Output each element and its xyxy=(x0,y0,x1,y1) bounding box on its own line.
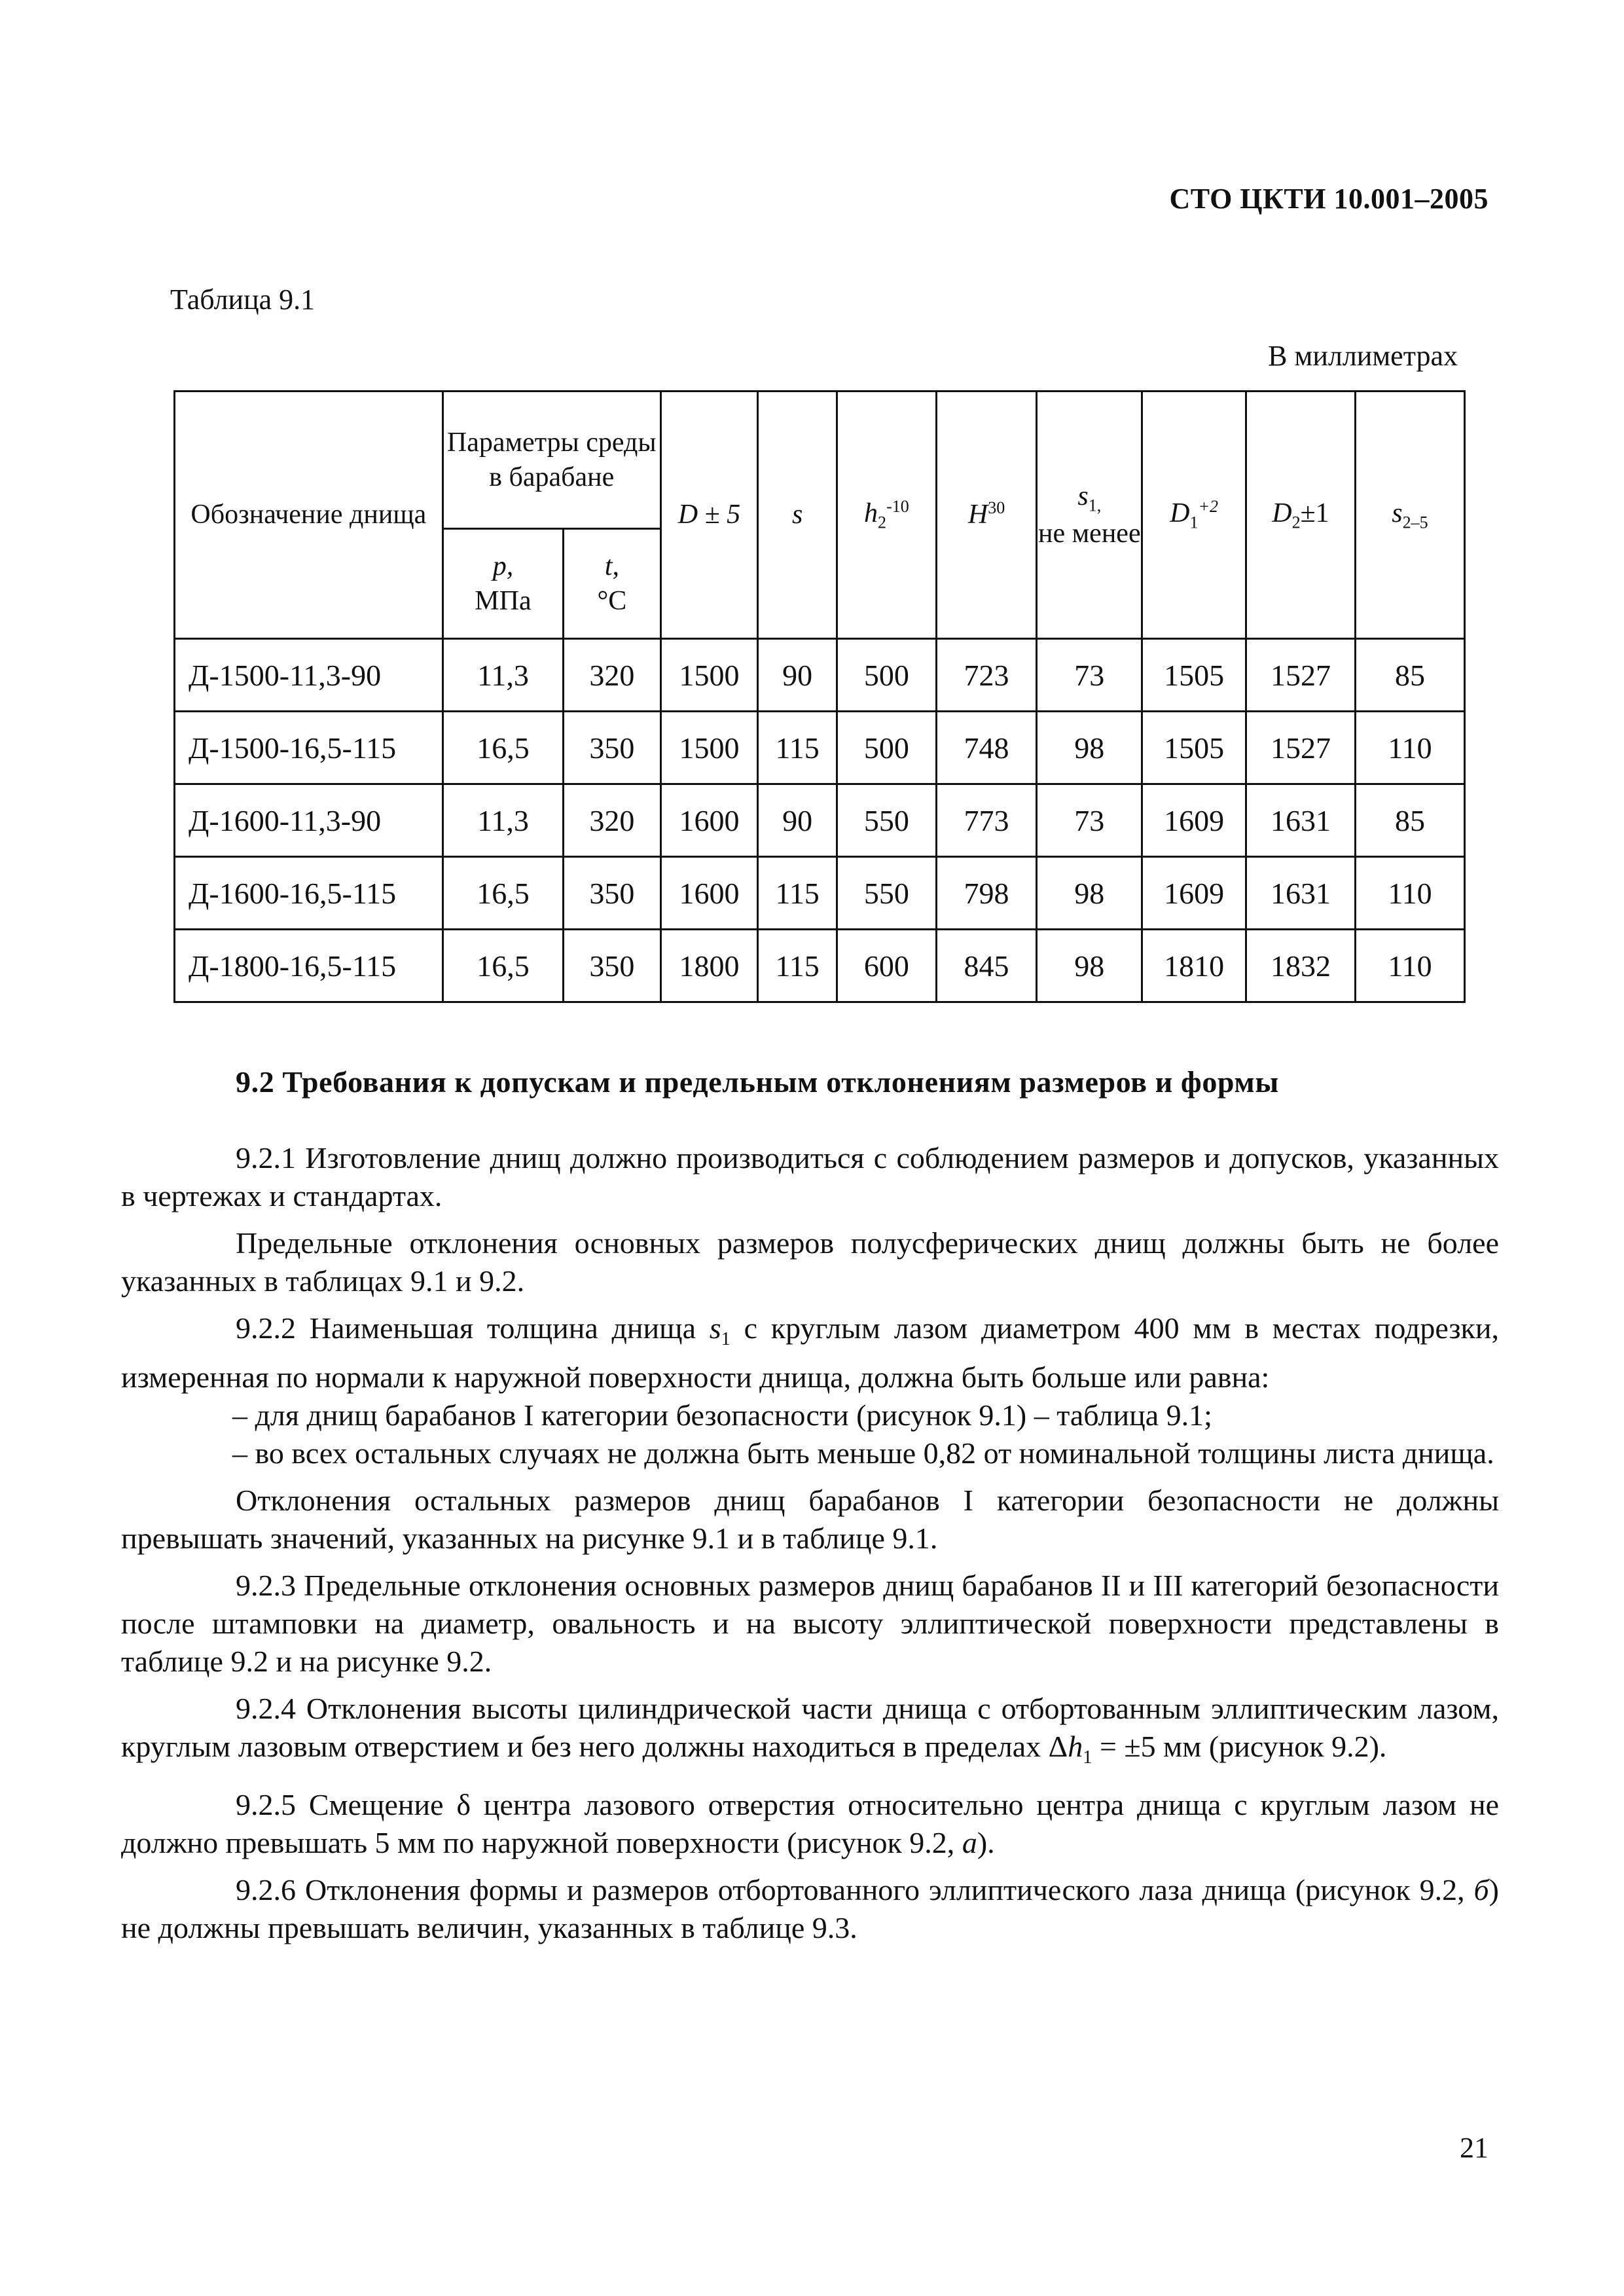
header-designation: Обозначение днища xyxy=(175,392,443,639)
cell: 16,5 xyxy=(442,930,563,1002)
cell: 350 xyxy=(564,857,661,930)
header-D: D ± 5 xyxy=(660,392,758,639)
document-code: СТО ЦКТИ 10.001–2005 xyxy=(1169,183,1489,215)
cell: 110 xyxy=(1355,712,1464,784)
cell: 1609 xyxy=(1142,857,1246,930)
cell: 500 xyxy=(837,639,937,712)
page-number: 21 xyxy=(1460,2132,1489,2164)
cell: 845 xyxy=(936,930,1037,1002)
cell: 1505 xyxy=(1142,712,1246,784)
cell: 11,3 xyxy=(442,639,563,712)
header-H: $H^{30}$ xyxy=(936,392,1037,639)
header-s: s xyxy=(758,392,837,639)
cell: 723 xyxy=(936,639,1037,712)
cell: 110 xyxy=(1355,857,1464,930)
cell: 1800 xyxy=(660,930,758,1002)
table-row xyxy=(175,784,1465,857)
cell: 110 xyxy=(1355,930,1464,1002)
paragraph-9-2-2: 9.2.2 Наименьшая толщина днища $s_1$ с круглым лазом диаметром 400 мм в местах подрезки, измеренная по нормали к наружной поверхности днища, должна быть больше или равна: xyxy=(121,1311,1500,1394)
section-body xyxy=(121,1139,1499,1956)
cell-designation: Д-1500-11,3-90 xyxy=(175,639,443,712)
table-row xyxy=(175,857,1465,930)
cell: 98 xyxy=(1037,712,1142,784)
table-row xyxy=(175,639,1465,712)
paragraph-9-2-4: 9.2.4 Отклонения высоты цилиндрической части днища с отбортованным эллиптическим лазом, круглым лазовым отверстием и без него должны находиться в пределах $\Delta h_1 = \pm 5$ мм (рисунок 9.2). xyxy=(121,1692,1499,1768)
cell: 85 xyxy=(1355,784,1464,857)
cell: 320 xyxy=(564,784,661,857)
cell: 90 xyxy=(758,639,837,712)
cell-designation: Д-1600-11,3-90 xyxy=(175,784,443,857)
cell: 320 xyxy=(564,639,661,712)
cell-designation: Д-1600-16,5-115 xyxy=(175,857,443,930)
cell: 115 xyxy=(758,712,837,784)
list-item: – во всех остальных случаях не должна быть меньше 0,82 от номинальной толщины листа днища. xyxy=(232,1436,1494,1470)
cell: 16,5 xyxy=(442,857,563,930)
cell: 115 xyxy=(758,930,837,1002)
header-s1: $s_{1,}$ не менее xyxy=(1037,392,1142,639)
cell: 1500 xyxy=(660,639,758,712)
header-t: t, °С xyxy=(564,529,661,639)
paragraph-9-2-1: 9.2.1 Изготовление днищ должно производиться с соблюдением размеров и допусков, указанных в чертежах и стандартах. xyxy=(121,1141,1499,1212)
cell: 1609 xyxy=(1142,784,1246,857)
cell: 1600 xyxy=(660,784,758,857)
cell: 500 xyxy=(837,712,937,784)
cell-designation: Д-1500-16,5-115 xyxy=(175,712,443,784)
section-title: 9.2 Требования к допускам и предельным отклонениям размеров и формы xyxy=(236,1065,1279,1099)
table-units: В миллиметрах xyxy=(1268,340,1458,372)
cell: 600 xyxy=(837,930,937,1002)
cell-designation: Д-1800-16,5-115 xyxy=(175,930,443,1002)
table-row xyxy=(175,930,1465,1002)
table-caption: Таблица 9.1 xyxy=(170,283,316,316)
header-D2: $D_2\pm 1$ xyxy=(1246,392,1355,639)
cell: 350 xyxy=(564,712,661,784)
table-header-row xyxy=(175,392,1465,529)
cell: 1832 xyxy=(1246,930,1355,1002)
cell: 748 xyxy=(936,712,1037,784)
header-h2: $h_2^{-10}$ xyxy=(837,392,937,639)
cell: 1527 xyxy=(1246,639,1355,712)
cell: 98 xyxy=(1037,857,1142,930)
header-params-group: Параметры среды в барабане xyxy=(442,392,660,529)
paragraph-9-2-6: 9.2.6 Отклонения формы и размеров отбортованного эллиптического лаза днища (рисунок 9.2, б) не должны превышать величин, указанных в таблице 9.3. xyxy=(121,1873,1499,1945)
list-item: – для днищ барабанов I категории безопасности (рисунок 9.1) – таблица 9.1; xyxy=(232,1398,1212,1432)
cell: 1505 xyxy=(1142,639,1246,712)
cell: 798 xyxy=(936,857,1037,930)
cell: 115 xyxy=(758,857,837,930)
header-D1: $D_1^{+2}$ xyxy=(1142,392,1246,639)
cell: 1527 xyxy=(1246,712,1355,784)
cell: 11,3 xyxy=(442,784,563,857)
cell: 1631 xyxy=(1246,857,1355,930)
paragraph-other-deviations: Отклонения остальных размеров днищ барабанов I категории безопасности не должны превышать значений, указанных на рисунке 9.1 и в таблице 9.1. xyxy=(121,1484,1499,1556)
cell: 550 xyxy=(837,784,937,857)
cell: 98 xyxy=(1037,930,1142,1002)
cell: 73 xyxy=(1037,639,1142,712)
cell: 1600 xyxy=(660,857,758,930)
cell: 1631 xyxy=(1246,784,1355,857)
cell: 550 xyxy=(837,857,937,930)
paragraph-limit-deviations: Предельные отклонения основных размеров полусферических днищ должны быть не более указанных в таблицах 9.1 и 9.2. xyxy=(121,1226,1499,1298)
dimensions-table xyxy=(173,390,1466,1003)
cell: 773 xyxy=(936,784,1037,857)
header-s2: $s_{2-5}$ xyxy=(1355,392,1464,639)
table-row xyxy=(175,712,1465,784)
paragraph-9-2-5: 9.2.5 Смещение δ центра лазового отверстия относительно центра днища с круглым лазом не должно превышать 5 мм по наружной поверхности (рисунок 9.2, а). xyxy=(121,1788,1499,1860)
cell: 16,5 xyxy=(442,712,563,784)
cell: 90 xyxy=(758,784,837,857)
cell: 85 xyxy=(1355,639,1464,712)
header-p: p, МПа xyxy=(442,529,563,639)
paragraph-9-2-3: 9.2.3 Предельные отклонения основных размеров днищ барабанов II и III категорий безопасности после штамповки на диаметр, овальность и на высоту эллиптической поверхности представлены в таблице 9.2 и на рисунке 9.2. xyxy=(121,1569,1499,1679)
cell: 350 xyxy=(564,930,661,1002)
cell: 1810 xyxy=(1142,930,1246,1002)
cell: 73 xyxy=(1037,784,1142,857)
cell: 1500 xyxy=(660,712,758,784)
